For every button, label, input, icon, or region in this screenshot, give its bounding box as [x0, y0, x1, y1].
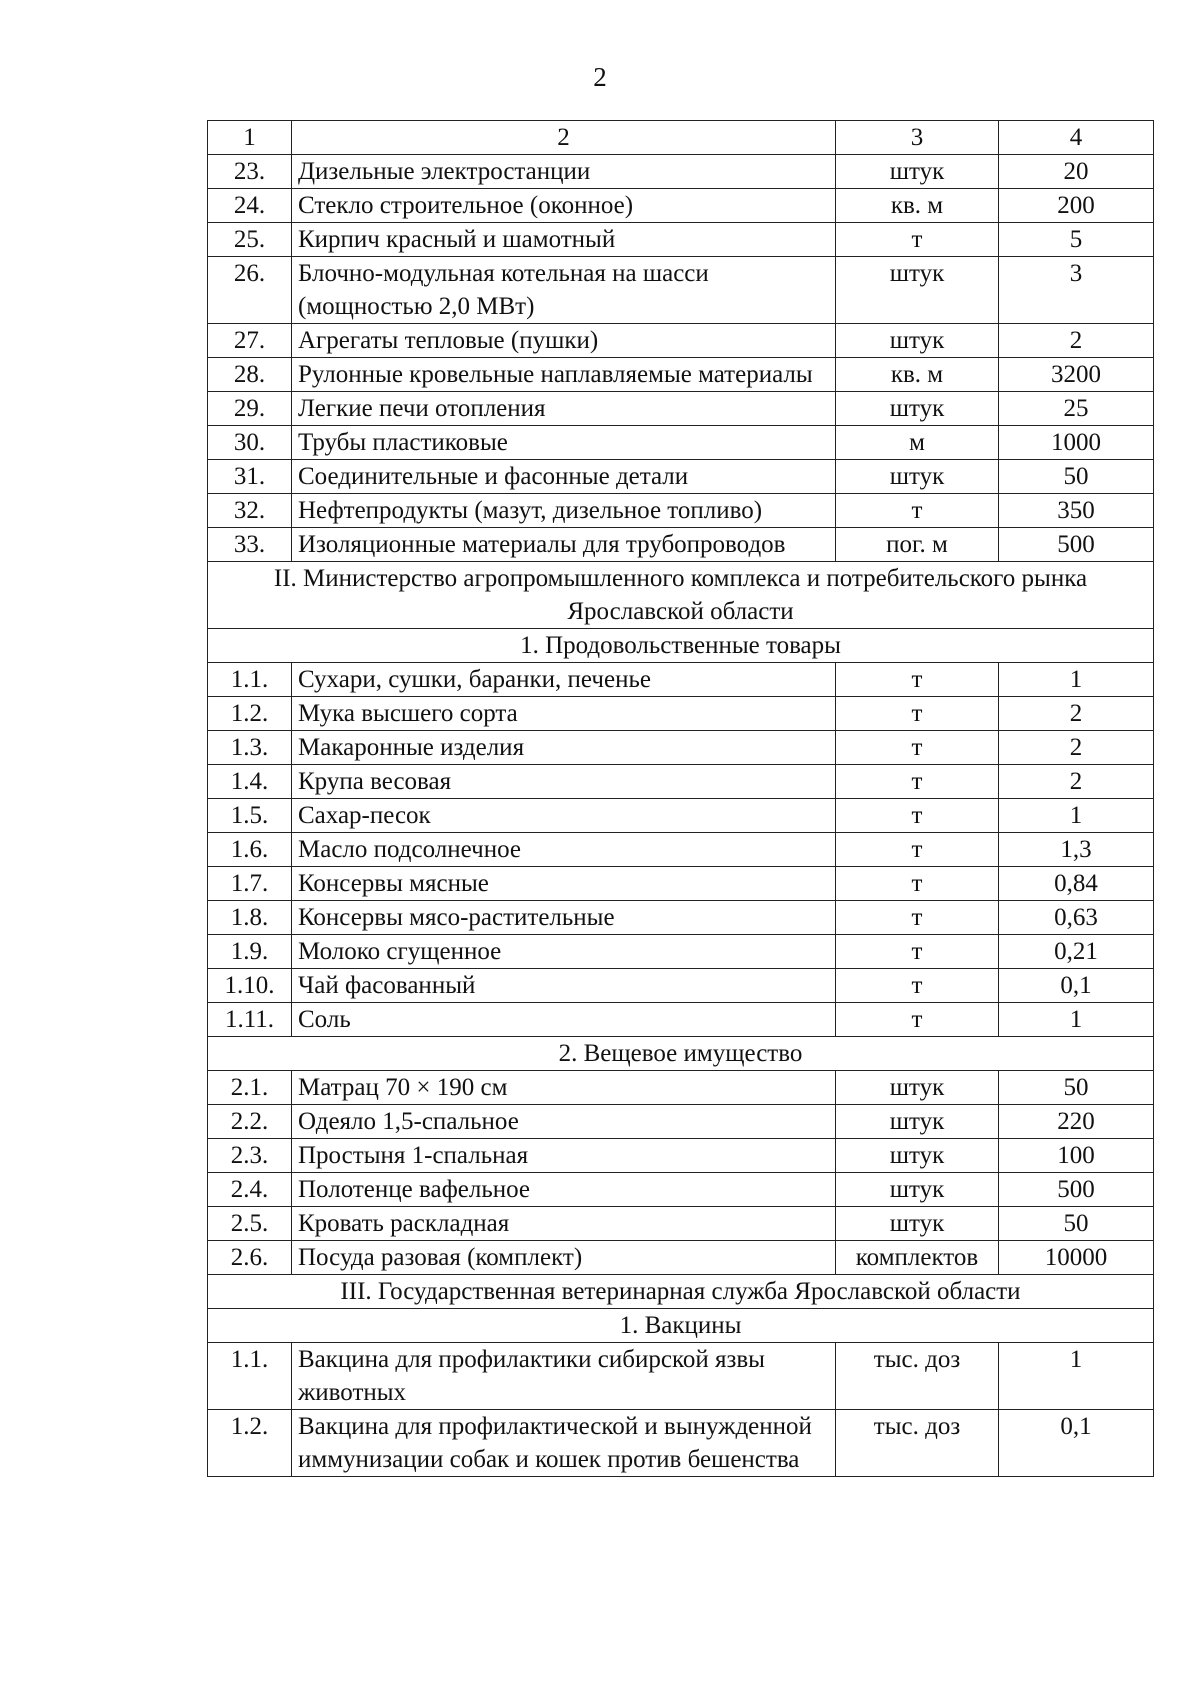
table-row: [208, 392, 1154, 426]
row-number: 1.3.: [208, 731, 292, 765]
supply-table: [207, 120, 1154, 1477]
row-number: 1.2.: [208, 1410, 292, 1477]
table-row: [208, 901, 1154, 935]
header-cell: 3: [836, 121, 999, 155]
item-name: Кровать раскладная: [292, 1207, 836, 1241]
row-number: 23.: [208, 155, 292, 189]
header-cell: 1: [208, 121, 292, 155]
table-row: [208, 1207, 1154, 1241]
table-row: [208, 697, 1154, 731]
quantity: 20: [999, 155, 1154, 189]
unit-of-measure: комплектов: [836, 1241, 999, 1275]
unit-of-measure: тыс. доз: [836, 1410, 999, 1477]
item-name: Сухари, сушки, баранки, печенье: [292, 663, 836, 697]
table-row: [208, 494, 1154, 528]
item-name: Соединительные и фасонные детали: [292, 460, 836, 494]
quantity: 1: [999, 1343, 1154, 1410]
header-cell: 2: [292, 121, 836, 155]
table-row: [208, 799, 1154, 833]
table-row: [208, 189, 1154, 223]
row-number: 28.: [208, 358, 292, 392]
unit-of-measure: пог. м: [836, 528, 999, 562]
row-number: 2.5.: [208, 1207, 292, 1241]
quantity: 5: [999, 223, 1154, 257]
item-name: Чай фасованный: [292, 969, 836, 1003]
unit-of-measure: т: [836, 969, 999, 1003]
item-name: Посуда разовая (комплект): [292, 1241, 836, 1275]
table-row: [208, 935, 1154, 969]
item-name: Одеяло 1,5-спальное: [292, 1105, 836, 1139]
quantity: 500: [999, 1173, 1154, 1207]
table-row: [208, 833, 1154, 867]
item-name: Молоко сгущенное: [292, 935, 836, 969]
item-name: Простыня 1-спальная: [292, 1139, 836, 1173]
item-name: Дизельные электростанции: [292, 155, 836, 189]
section-row: [208, 1037, 1154, 1071]
table-row: [208, 765, 1154, 799]
row-number: 2.1.: [208, 1071, 292, 1105]
row-number: 27.: [208, 324, 292, 358]
item-name: Макаронные изделия: [292, 731, 836, 765]
item-name: Полотенце вафельное: [292, 1173, 836, 1207]
unit-of-measure: т: [836, 765, 999, 799]
item-name: Агрегаты тепловые (пушки): [292, 324, 836, 358]
item-name: Вакцина для профилактической и вынужденной иммунизации собак и кошек против бешенства: [292, 1410, 836, 1477]
row-number: 1.6.: [208, 833, 292, 867]
table-row: [208, 1343, 1154, 1410]
unit-of-measure: т: [836, 901, 999, 935]
unit-of-measure: т: [836, 799, 999, 833]
quantity: 50: [999, 1071, 1154, 1105]
unit-of-measure: кв. м: [836, 358, 999, 392]
row-number: 1.1.: [208, 663, 292, 697]
section-heading: II. Министерство агропромышленного комплекса и потребительского рынка Ярославской области: [208, 562, 1154, 629]
quantity: 0,21: [999, 935, 1154, 969]
table-row: [208, 1003, 1154, 1037]
quantity: 1: [999, 799, 1154, 833]
unit-of-measure: т: [836, 935, 999, 969]
unit-of-measure: штук: [836, 460, 999, 494]
quantity: 2: [999, 765, 1154, 799]
quantity: 50: [999, 1207, 1154, 1241]
unit-of-measure: м: [836, 426, 999, 460]
unit-of-measure: штук: [836, 1105, 999, 1139]
row-number: 2.4.: [208, 1173, 292, 1207]
item-name: Кирпич красный и шамотный: [292, 223, 836, 257]
table-row: [208, 1173, 1154, 1207]
quantity: 3: [999, 257, 1154, 324]
unit-of-measure: т: [836, 697, 999, 731]
table-row: [208, 324, 1154, 358]
header-cell: 4: [999, 121, 1154, 155]
section-row: [208, 629, 1154, 663]
unit-of-measure: штук: [836, 1071, 999, 1105]
table-row: [208, 1105, 1154, 1139]
unit-of-measure: т: [836, 731, 999, 765]
table-row: [208, 155, 1154, 189]
table-row: [208, 867, 1154, 901]
table-row: [208, 358, 1154, 392]
row-number: 1.5.: [208, 799, 292, 833]
table-row: [208, 1410, 1154, 1477]
section-row: [208, 1309, 1154, 1343]
unit-of-measure: штук: [836, 392, 999, 426]
quantity: 1: [999, 663, 1154, 697]
header-row: [208, 121, 1154, 155]
unit-of-measure: штук: [836, 324, 999, 358]
item-name: Соль: [292, 1003, 836, 1037]
item-name: Масло подсолнечное: [292, 833, 836, 867]
section-heading: 1. Продовольственные товары: [208, 629, 1154, 663]
quantity: 3200: [999, 358, 1154, 392]
row-number: 31.: [208, 460, 292, 494]
unit-of-measure: штук: [836, 257, 999, 324]
quantity: 10000: [999, 1241, 1154, 1275]
table-row: [208, 528, 1154, 562]
item-name: Крупа весовая: [292, 765, 836, 799]
quantity: 100: [999, 1139, 1154, 1173]
row-number: 32.: [208, 494, 292, 528]
unit-of-measure: кв. м: [836, 189, 999, 223]
row-number: 24.: [208, 189, 292, 223]
section-heading: III. Государственная ветеринарная служба Ярославской области: [208, 1275, 1154, 1309]
table-row: [208, 969, 1154, 1003]
row-number: 2.3.: [208, 1139, 292, 1173]
row-number: 30.: [208, 426, 292, 460]
quantity: 50: [999, 460, 1154, 494]
item-name: Сахар-песок: [292, 799, 836, 833]
section-row: [208, 562, 1154, 629]
section-heading: 2. Вещевое имущество: [208, 1037, 1154, 1071]
quantity: 0,1: [999, 1410, 1154, 1477]
quantity: 350: [999, 494, 1154, 528]
item-name: Матрац 70 × 190 см: [292, 1071, 836, 1105]
section-heading: 1. Вакцины: [208, 1309, 1154, 1343]
quantity: 1,3: [999, 833, 1154, 867]
row-number: 1.10.: [208, 969, 292, 1003]
table-row: [208, 1071, 1154, 1105]
quantity: 0,1: [999, 969, 1154, 1003]
item-name: Стекло строительное (оконное): [292, 189, 836, 223]
unit-of-measure: т: [836, 663, 999, 697]
table-row: [208, 223, 1154, 257]
unit-of-measure: штук: [836, 1139, 999, 1173]
table-row: [208, 460, 1154, 494]
item-name: Консервы мясо-растительные: [292, 901, 836, 935]
item-name: Вакцина для профилактики сибирской язвы животных: [292, 1343, 836, 1410]
table-row: [208, 257, 1154, 324]
item-name: Консервы мясные: [292, 867, 836, 901]
quantity: 0,84: [999, 867, 1154, 901]
unit-of-measure: т: [836, 833, 999, 867]
row-number: 2.2.: [208, 1105, 292, 1139]
quantity: 0,63: [999, 901, 1154, 935]
table-row: [208, 1241, 1154, 1275]
section-row: [208, 1275, 1154, 1309]
item-name: Блочно-модульная котельная на шасси (мощностью 2,0 МВт): [292, 257, 836, 324]
item-name: Изоляционные материалы для трубопроводов: [292, 528, 836, 562]
row-number: 1.8.: [208, 901, 292, 935]
row-number: 1.1.: [208, 1343, 292, 1410]
item-name: Трубы пластиковые: [292, 426, 836, 460]
row-number: 33.: [208, 528, 292, 562]
quantity: 220: [999, 1105, 1154, 1139]
quantity: 500: [999, 528, 1154, 562]
quantity: 2: [999, 697, 1154, 731]
quantity: 200: [999, 189, 1154, 223]
table-row: [208, 426, 1154, 460]
page-number: 2: [593, 62, 607, 92]
table-row: [208, 731, 1154, 765]
item-name: Легкие печи отопления: [292, 392, 836, 426]
quantity: 1000: [999, 426, 1154, 460]
row-number: 26.: [208, 257, 292, 324]
quantity: 2: [999, 731, 1154, 765]
quantity: 25: [999, 392, 1154, 426]
unit-of-measure: штук: [836, 1173, 999, 1207]
row-number: 1.4.: [208, 765, 292, 799]
table-row: [208, 663, 1154, 697]
unit-of-measure: штук: [836, 155, 999, 189]
unit-of-measure: штук: [836, 1207, 999, 1241]
item-name: Мука высшего сорта: [292, 697, 836, 731]
row-number: 1.11.: [208, 1003, 292, 1037]
row-number: 29.: [208, 392, 292, 426]
item-name: Нефтепродукты (мазут, дизельное топливо): [292, 494, 836, 528]
row-number: 2.6.: [208, 1241, 292, 1275]
row-number: 1.7.: [208, 867, 292, 901]
quantity: 1: [999, 1003, 1154, 1037]
row-number: 25.: [208, 223, 292, 257]
unit-of-measure: т: [836, 494, 999, 528]
row-number: 1.9.: [208, 935, 292, 969]
unit-of-measure: т: [836, 867, 999, 901]
quantity: 2: [999, 324, 1154, 358]
unit-of-measure: т: [836, 223, 999, 257]
table-row: [208, 1139, 1154, 1173]
unit-of-measure: т: [836, 1003, 999, 1037]
item-name: Рулонные кровельные наплавляемые материалы: [292, 358, 836, 392]
row-number: 1.2.: [208, 697, 292, 731]
unit-of-measure: тыс. доз: [836, 1343, 999, 1410]
